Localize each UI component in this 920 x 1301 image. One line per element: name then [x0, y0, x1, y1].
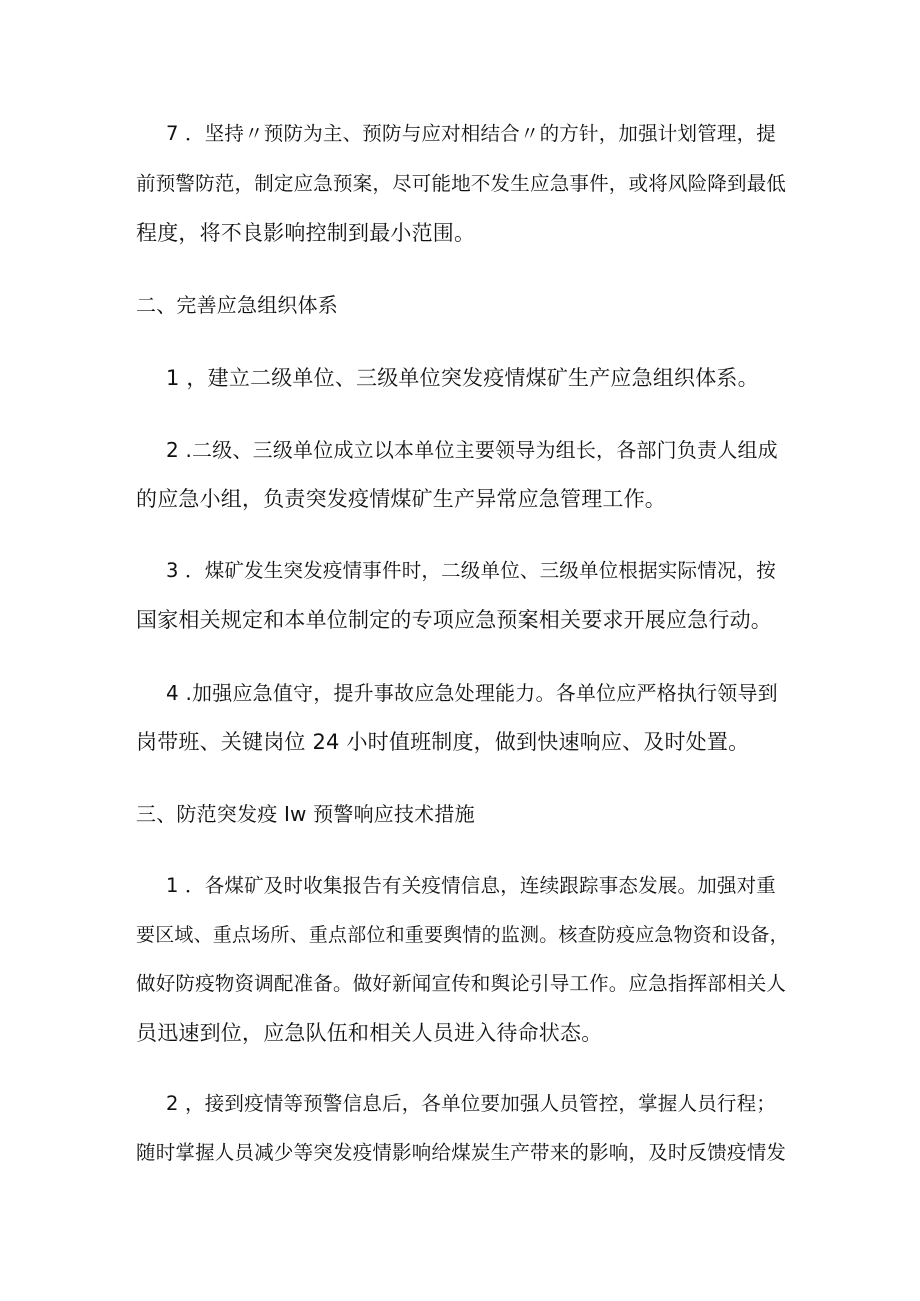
paragraph-line: 前预警防范，制定应急预案，尽可能地不发生应急事件，或将风险降到最低 [136, 172, 787, 195]
paragraph-line: 做好防疫物资调配准备。做好新闻宣传和舆论引导工作。应急指挥部相关人 [136, 972, 787, 995]
paragraph-line: 员迅速到位，应急队伍和相关人员进入待命状态。 [136, 1021, 603, 1045]
section-heading: 三、防范突发疫 Iw 预警响应技术措施 [136, 802, 475, 826]
paragraph-line: 1 ．各煤矿及时收集报告有关疫情信息，连续跟踪事态发展。加强对重 [166, 874, 777, 897]
paragraph-line: 国家相关规定和本单位制定的专项应急预案相关要求开展应急行动。 [136, 608, 772, 632]
paragraph-line: 的应急小组，负责突发疫情煤矿生产异常应急管理工作。 [136, 487, 666, 511]
paragraph-line: 要区域、重点场所、重点部位和重要舆情的监测。核查防疫应急物资和设备， [136, 924, 789, 946]
paragraph-line: 3 ．煤矿发生突发疫情事件时，二级单位、三级单位根据实际情况，按 [166, 559, 777, 582]
paragraph-line: 7 ．坚持〃预防为主、预防与应对相结合〃的方针，加强计划管理，提 [166, 122, 777, 145]
paragraph-line: 随时掌握人员减少等突发疫情影响给煤炭生产带来的影响，及时反馈疫情发 [136, 1141, 787, 1164]
paragraph-line: 2 ，接到疫情等预警信息后，各单位要加强人员管控，掌握人员行程； [166, 1092, 777, 1115]
section-heading: 二、完善应急组织体系 [136, 293, 338, 317]
paragraph-line: 程度，将不良影响控制到最小范围。 [136, 221, 476, 245]
paragraph-line: 2 .二级、三级单位成立以本单位主要领导为组长，各部门负责人组成 [166, 438, 778, 462]
paragraph-line: 4 .加强应急值守，提升事故应急处理能力。各单位应严格执行领导到 [166, 681, 778, 705]
paragraph-line: 岗带班、关键岗位 24 小时值班制度，做到快速响应、及时处置。 [136, 730, 750, 754]
paragraph-line: 1 ，建立二级单位、三级单位突发疫情煤矿生产应急组织体系。 [166, 366, 759, 390]
